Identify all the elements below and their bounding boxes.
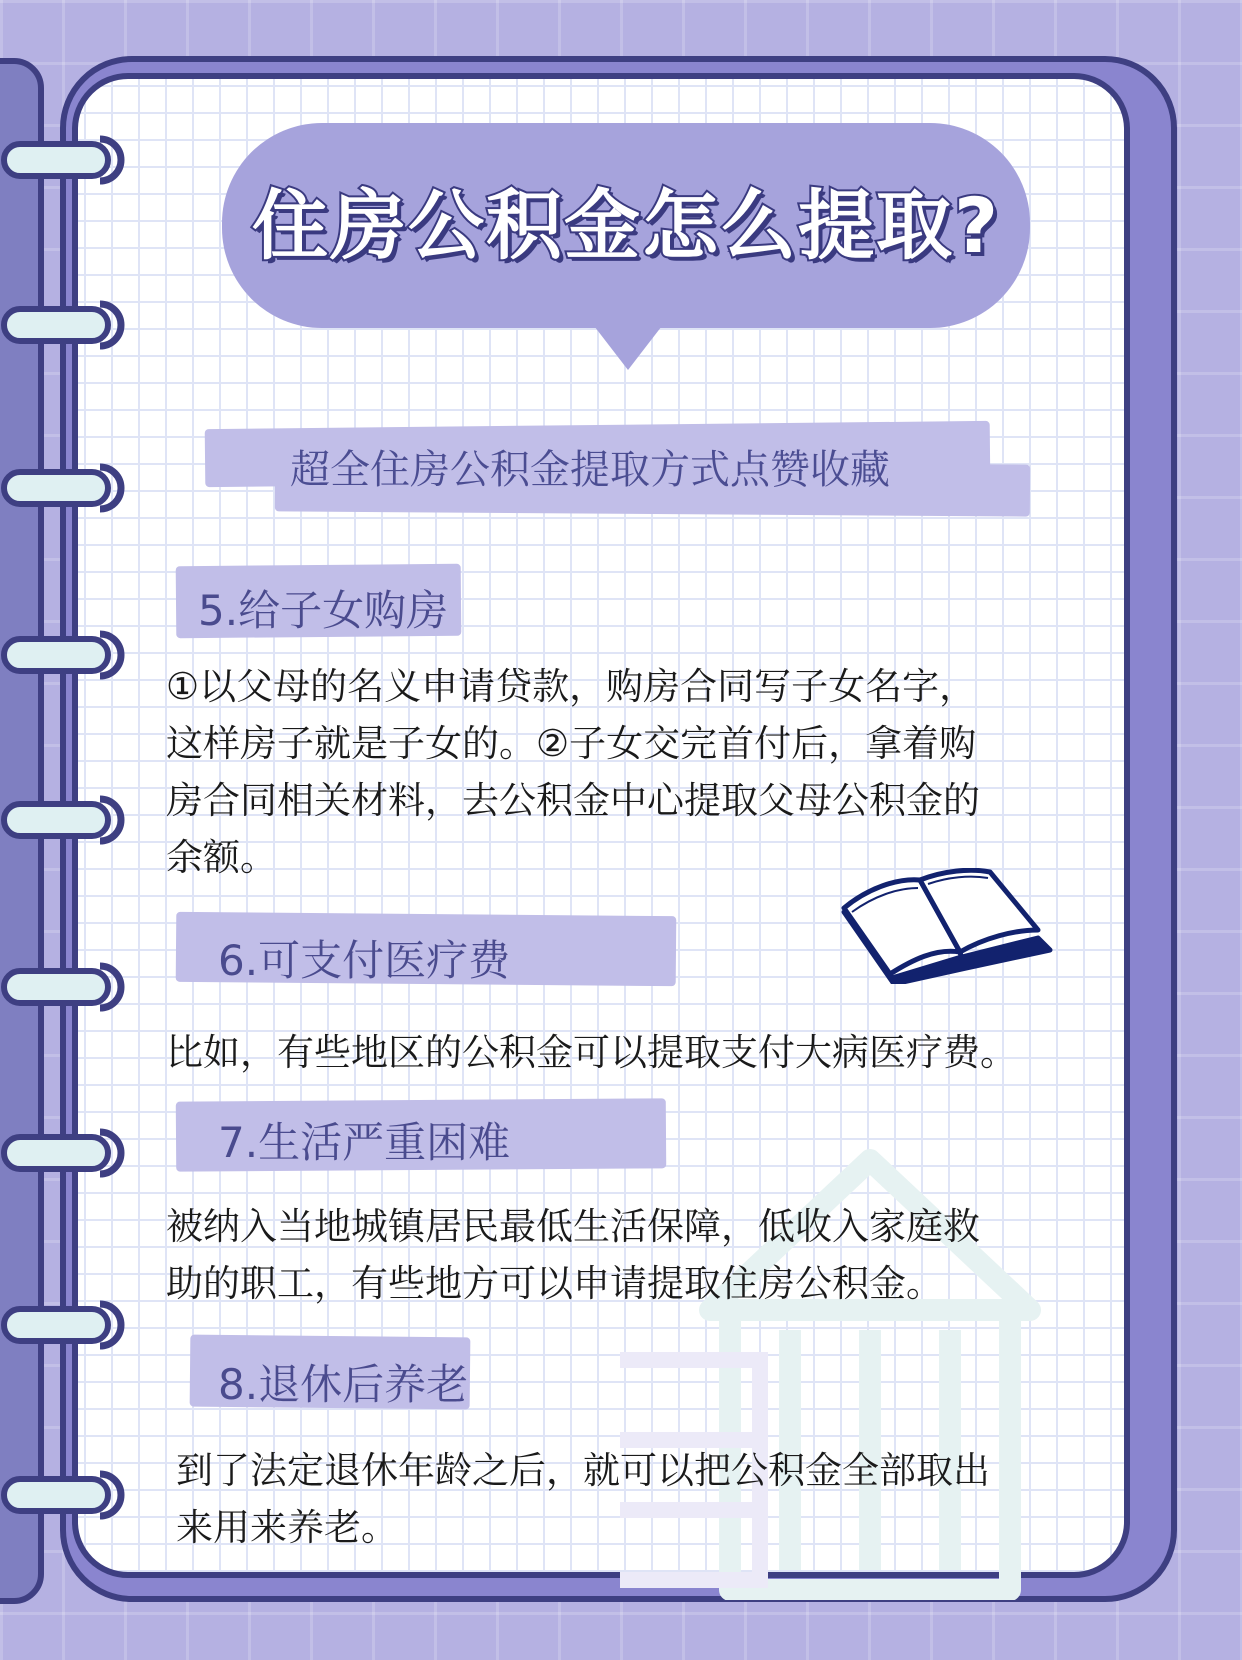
subtitle: 超全住房公积金提取方式点赞收藏 [290,447,890,493]
section-heading: 8.退休后养老 [218,1360,469,1409]
open-book-icon [838,868,1058,984]
section-heading: 5.给子女购房 [198,586,449,635]
body-line: 助的职工，有些地方可以申请提取住房公积金。 [166,1262,943,1305]
binder-ring-icon [0,630,130,680]
binder-ring-icon [0,962,130,1012]
section-body [166,1024,1086,1081]
section-heading: 6.可支付医疗费 [218,936,511,985]
binder-ring-icon [0,1128,130,1178]
body-line: 被纳入当地城镇居民最低生活保障，低收入家庭救 [166,1205,980,1248]
binder-ring-icon [0,135,130,185]
section-body [166,1198,1066,1312]
section-body [176,1442,1076,1556]
title-bubble-tail [591,322,665,370]
page-title: 住房公积金怎么提取? [251,181,1001,270]
binder-ring-icon [0,1300,130,1350]
body-line: 比如，有些地区的公积金可以提取支付大病医疗费。 [166,1031,1017,1074]
section-heading: 7.生活严重困难 [218,1118,511,1167]
section-body [166,658,1066,886]
binder-ring-icon [0,300,130,350]
body-line: 来用来养老。 [176,1506,398,1549]
binder-ring-icon [0,795,130,845]
body-line: 房合同相关材料，去公积金中心提取父母公积金的 [166,779,980,822]
binder-ring-icon [0,463,130,513]
binder-ring-icon [0,1470,130,1520]
body-line: 余额。 [166,836,277,879]
body-line: 到了法定退休年龄之后，就可以把公积金全部取出 [176,1449,990,1492]
body-line: ①以父母的名义申请贷款，购房合同写子女名字， [166,665,977,708]
body-line: 这样房子就是子女的。②子女交完首付后，拿着购 [166,722,977,765]
